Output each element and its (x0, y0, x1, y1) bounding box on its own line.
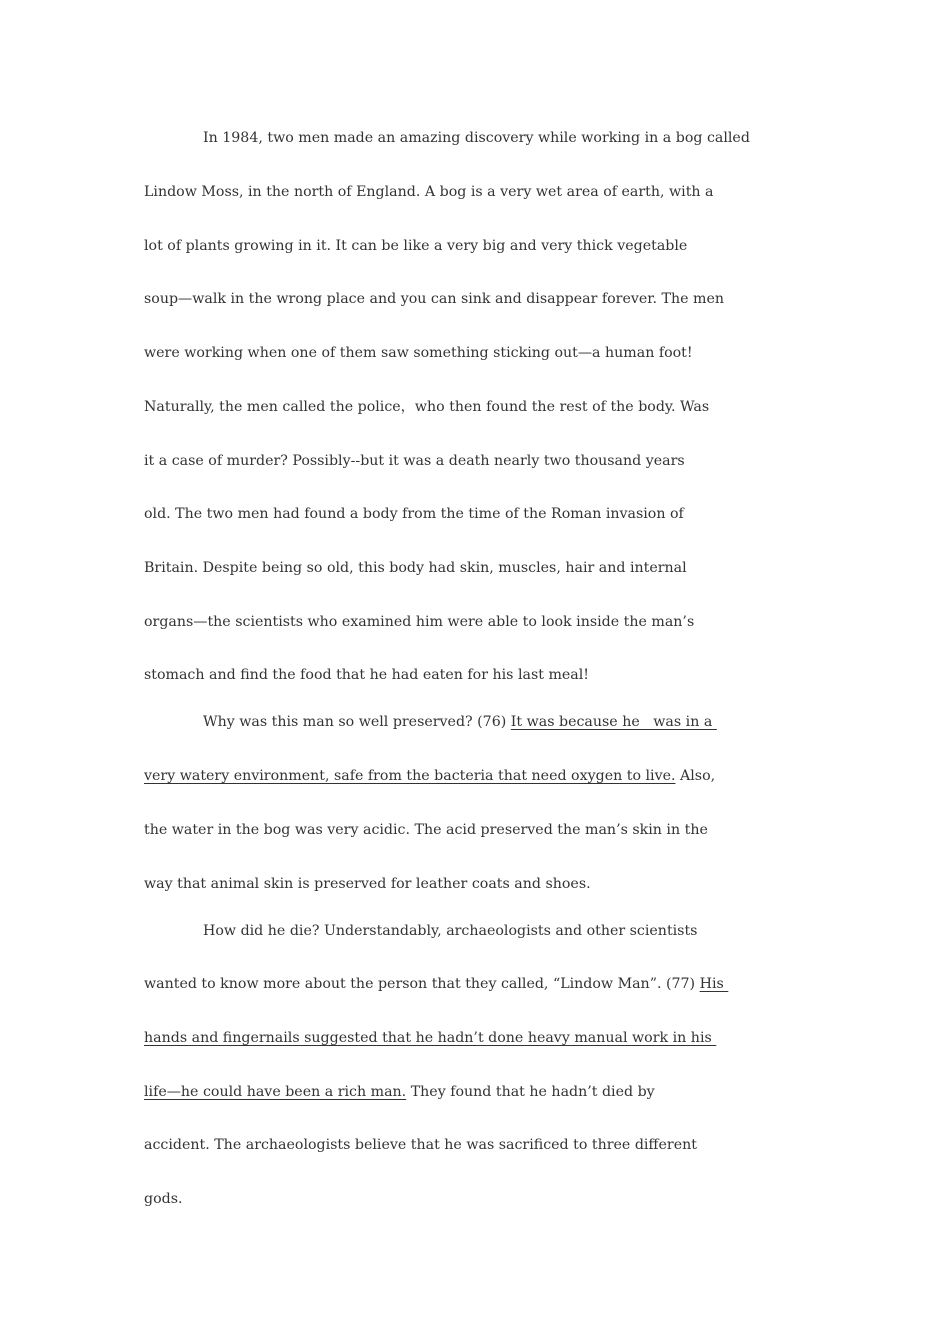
paragraph-1-line-3: lot of plants growing in it. It can be like a very big and very thick vegetable (144, 238, 688, 254)
paragraph-1-line-4: soup—walk in the wrong place and you can sink and disappear forever. The men (144, 291, 725, 307)
paragraph-2-line-2 (144, 767, 715, 785)
paragraph-2-line-4: way that animal skin is preserved for leather coats and shoes. (144, 876, 591, 892)
paragraph-1-line-5: were working when one of them saw something sticking out—a human foot! (144, 345, 693, 361)
paragraph-3-line-1: How did he die? Understandably, archaeologists and other scientists (203, 923, 698, 939)
answer-77-part-2: hands and fingernails suggested that he hadn’t done heavy manual work in his (144, 1030, 717, 1046)
paragraph-2-continuation: Also, (675, 768, 716, 784)
answer-76-part-2: very watery environment, safe from the bacteria that need oxygen to live. (144, 768, 676, 784)
paragraph-1-line-2: Lindow Moss, in the north of England. A bog is a very wet area of earth, with a (144, 184, 714, 200)
paragraph-3-line-2 (144, 975, 728, 993)
answer-76-part-1: It was because he was in a (510, 714, 717, 730)
paragraph-3-line-5: accident. The archaeologists believe that he was sacrificed to three different (144, 1137, 697, 1153)
paragraph-3-line-4 (144, 1083, 655, 1101)
question-77-prompt: wanted to know more about the person that they called, “Lindow Man”. (77) (144, 976, 700, 992)
paragraph-2-line-1 (203, 713, 717, 731)
paragraph-1-line-1: In 1984, two men made an amazing discovery while working in a bog called (203, 130, 750, 146)
paragraph-1-line-6: Naturally, the men called the police，who then found the rest of the body. Was (144, 399, 710, 415)
paragraph-1-line-7: it a case of murder? Possibly--but it was a death nearly two thousand years (144, 453, 685, 469)
paragraph-3-line-6: gods. (144, 1191, 183, 1207)
answer-77-part-3: life—he could have been a rich man. (144, 1084, 407, 1100)
paragraph-2-line-3: the water in the bog was very acidic. The acid preserved the man’s skin in the (144, 822, 708, 838)
paragraph-1-line-11: stomach and find the food that he had eaten for his last meal! (144, 667, 590, 683)
paragraph-1-line-8: old. The two men had found a body from the time of the Roman invasion of (144, 506, 684, 522)
answer-77-part-1: His (699, 976, 729, 992)
paragraph-1-line-10: organs—the scientists who examined him were able to look inside the man’s (144, 614, 695, 630)
paragraph-1-line-9: Britain. Despite being so old, this body had skin, muscles, hair and internal (144, 560, 687, 576)
question-76-prompt: Why was this man so well preserved? (76) (203, 714, 511, 730)
paragraph-3-line-3 (144, 1029, 716, 1047)
paragraph-3-continuation: They found that he hadn’t died by (406, 1084, 655, 1100)
